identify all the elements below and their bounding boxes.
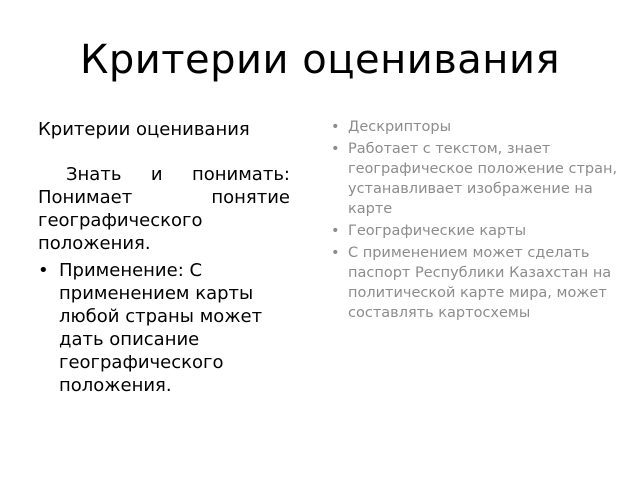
bullet-icon: • xyxy=(331,141,340,157)
right-bullet-list xyxy=(330,117,620,323)
left-heading: Критерии оценивания xyxy=(38,119,250,140)
left-bullet-list xyxy=(38,259,290,397)
left-bullet-text: Применение: С применением карты любой страны может дать описание географического положения. xyxy=(59,260,263,396)
right-bullet-text: С применением может сделать паспорт Республики Казахстан на политической карте мира, может составлять картосхемы xyxy=(348,245,612,321)
bullet-icon: • xyxy=(38,260,49,281)
right-column xyxy=(330,117,620,325)
right-bullet-text: Географические карты xyxy=(348,223,527,239)
bullet-icon: • xyxy=(331,223,340,239)
right-bullet-text: Работает с текстом, знает географическое положение стран, устанавливает изображение на карте xyxy=(348,141,618,217)
right-bullet-item xyxy=(330,139,620,219)
right-bullet-item xyxy=(330,117,620,137)
right-bullet-item xyxy=(330,243,620,323)
right-bullet-text: Дескрипторы xyxy=(348,119,452,135)
bullet-icon: • xyxy=(331,245,340,261)
left-column xyxy=(38,118,290,397)
right-bullet-item xyxy=(330,221,620,241)
slide-title: Критерии оценивания xyxy=(79,37,561,83)
bullet-icon: • xyxy=(331,119,340,135)
know-understand-text: Знать и понимать: Понимает понятие географического положения. xyxy=(38,164,290,254)
left-bullet-item xyxy=(38,259,290,397)
